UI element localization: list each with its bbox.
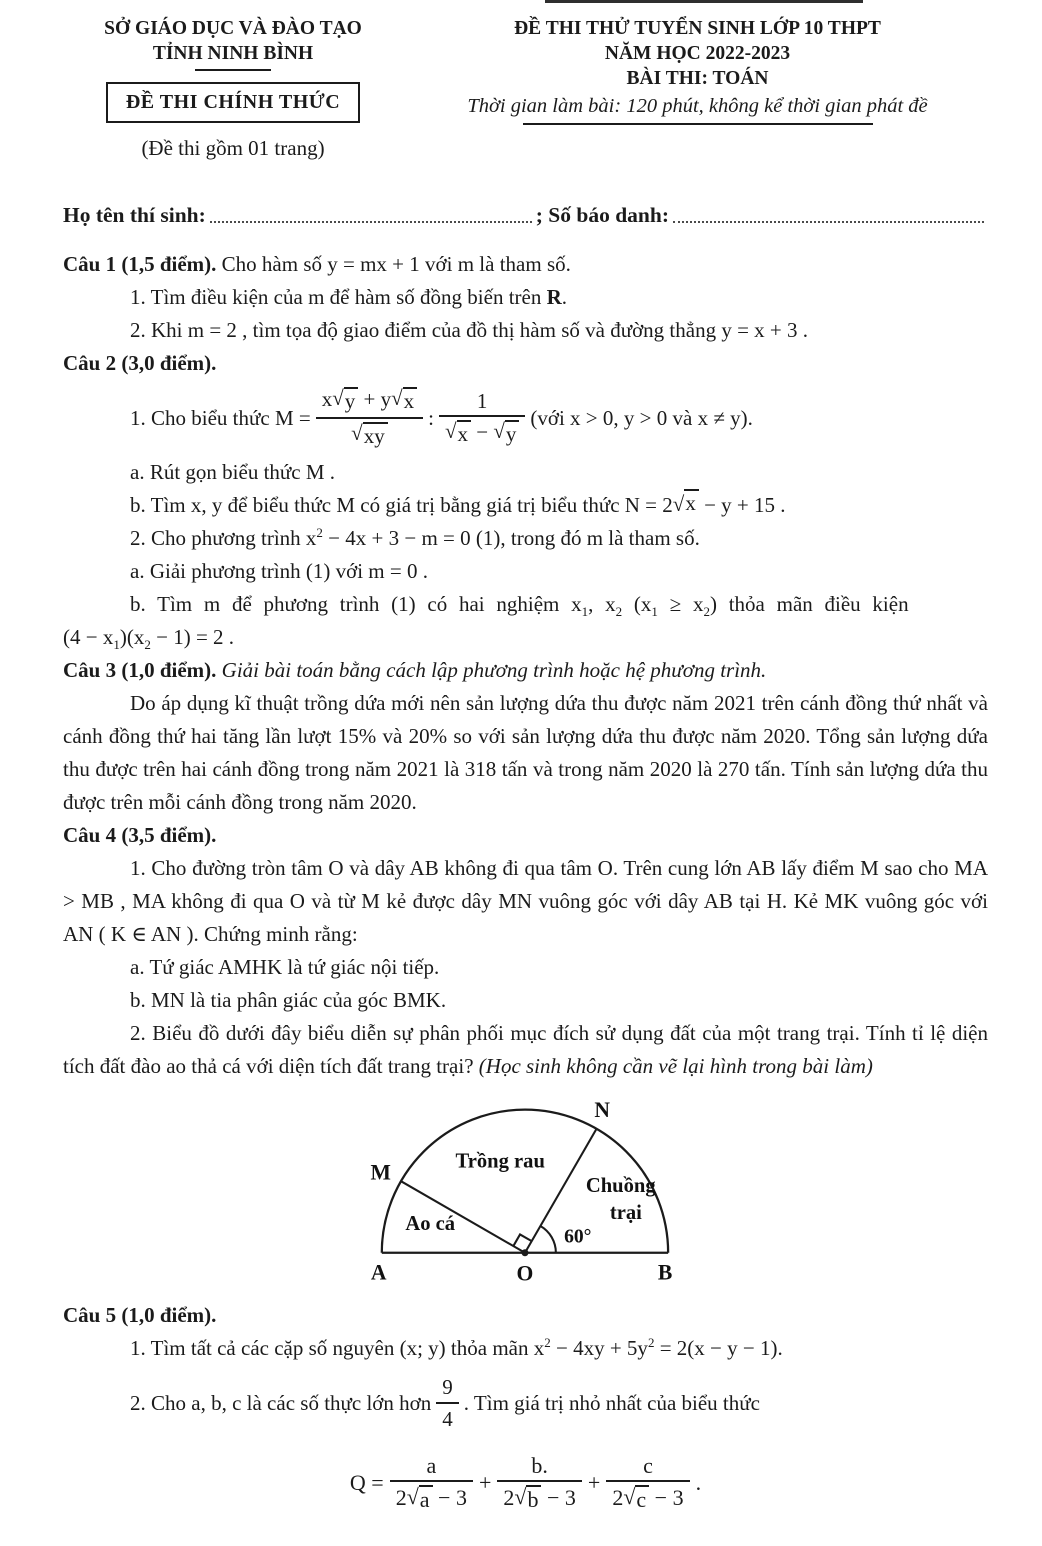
cau4-heading: Câu 4 (3,5 điểm). (63, 823, 217, 847)
angle-60-label: 60° (563, 1226, 592, 1248)
subject-line: BÀI THI: TOÁN (626, 68, 769, 89)
cau1-item1: 1. Tìm điều kiện của m để hàm số đồng biến trên R. (130, 285, 568, 309)
page-count-note: (Đề thi gồm 01 trang) (141, 136, 325, 160)
region-label-trong-rau: Trồng rau (455, 1150, 545, 1173)
radical-icon: √ (672, 492, 685, 516)
cau3-problem: Do áp dụng kĩ thuật trồng dứa mới nên sản lượng dứa thu được năm 2021 trên cánh đồng thứ nhất và cánh đồng thứ hai tăng lần lượt 15% và 20% so với sản lượng dứa thu được năm 2020. Tổng sản lượng dứa thu được trên hai cánh đồng trong năm 2021 là 318 tấn và trong năm 2020 là 270 tấn. Tính sản lượng dứa thu được trên mỗi cánh đồng trong năm 2020. (63, 691, 988, 814)
candidate-line (63, 195, 988, 228)
cau2-heading: Câu 2 (3,0 điểm). (63, 351, 217, 375)
radical-icon: √ (493, 418, 505, 443)
document-body-top (63, 248, 988, 1083)
cau4-item1b: b. MN là tia phân giác của góc BMK. (130, 988, 447, 1012)
cau5-item1: 1. Tìm tất cả các cặp số nguyên (x; y) thỏa mãn $x^2 - 4xy + 5y^2 = 2(x - y - 1)$. (130, 1335, 783, 1360)
cau1-heading: Câu 1 (1,5 điểm). Cho hàm số y = mx + 1 với m là tham số. (63, 252, 571, 276)
exam-title: ĐỀ THI THỬ TUYỂN SINH LỚP 10 THPT (514, 18, 881, 39)
square-root: √ x (673, 489, 699, 522)
radical-icon: √ (623, 1483, 636, 1509)
vertex-label-a: A (370, 1260, 387, 1285)
square-root: √ a (407, 1485, 433, 1513)
fraction: $\frac{9}{4}$ (436, 1375, 459, 1430)
cau2-item2a: a. Giải phương trình (1) với m = 0 . (130, 559, 428, 583)
radical-icon: √ (351, 420, 363, 445)
square-root: √ xy (351, 422, 388, 449)
candidate-number-label: ; Số báo danh: (535, 203, 669, 227)
issuer-block (63, 16, 403, 161)
radical-icon: √ (444, 418, 457, 443)
radical-icon: √ (514, 1483, 527, 1509)
official-exam-box (106, 82, 360, 123)
region-label-trai: trại (609, 1201, 642, 1224)
fraction: x √ y + y √ x √ xy (316, 387, 423, 448)
vertex-label-b: B (657, 1260, 672, 1285)
cau5-heading: Câu 5 (1,0 điểm). (63, 1303, 217, 1327)
candidate-number-fill-line (673, 221, 984, 223)
land-use-diagram (366, 1089, 686, 1295)
radical-icon: √ (332, 386, 344, 411)
land-use-semicircle-svg (366, 1089, 686, 1295)
cau2-item2: 2. Cho phương trình $x^2 - 4x + 3 - m = 0$ (1), trong đó m là tham số. (130, 525, 700, 550)
vertex-label-m: M (370, 1160, 391, 1185)
scan-artifact-line (545, 0, 863, 3)
cau3-heading: Câu 3 (1,0 điểm). Giải bài toán bằng cách lập phương trình hoặc hệ phương trình. (63, 658, 767, 682)
cau2-item2b: b. Tìm m để phương trình (1) có hai nghiệm $x_1$, $x_2$ $(x_1 \ge x_2)$ thỏa mãn điều kiện (130, 592, 909, 620)
candidate-name-fill-line (210, 221, 532, 223)
square-root: √ x (445, 420, 471, 447)
cau4-item1: 1. Cho đường tròn tâm O và dây AB không đi qua tâm O. Trên cung lớn AB lấy điểm M sao cho MA > MB , MA không đi qua O và từ M kẻ được dây MN vuông góc với dây AB tại H. Kẻ MK vuông góc với AN ( K ∈ AN ). Chứng minh rằng: (63, 856, 988, 946)
square-root: √ y (493, 420, 519, 447)
center-point-o (521, 1249, 528, 1256)
region-label-ao-ca: Ao cá (404, 1213, 455, 1236)
radical-icon: √ (391, 386, 403, 411)
cau5-q-expression: Q = a 2 √ a − 3 + b. 2 √ b − 3 + c 2 √ c − 3 . (349, 1452, 702, 1512)
square-root: √ x (391, 387, 417, 414)
issuer-line2: TỈNH NINH BÌNH (152, 43, 314, 64)
duration-underline-rule (523, 123, 873, 125)
radical-icon: √ (406, 1483, 419, 1509)
official-exam-label: ĐỀ THI CHÍNH THỨC (125, 91, 341, 113)
cau5-item2: 2. Cho a, b, c là các số thực lớn hơn $\frac{9}{4}$ . Tìm giá trị nhỏ nhất của biểu thức (130, 1375, 760, 1431)
cau2-item1-expression: 1. Cho biểu thức M = x √ y + y √ x √ xy : 1 √ x − √ y (với x > 0, y > 0 và x ≠ y). (130, 386, 753, 448)
document-body-bottom (63, 1299, 988, 1523)
header (63, 16, 988, 161)
fraction: b. 2 √ b − 3 (497, 1453, 582, 1514)
square-root: √ y (332, 387, 358, 414)
angle-60-arc (540, 1226, 555, 1253)
region-label-chuong: Chuồng (585, 1175, 656, 1197)
cau4-item1a: a. Tứ giác AMHK là tứ giác nội tiếp. (130, 955, 440, 979)
cau2-item2b-condition: $(4 - x_1)(x_2 - 1) = 2$ . (63, 625, 235, 653)
fraction: c 2 √ c − 3 (606, 1453, 689, 1514)
exam-title-block (403, 16, 988, 125)
vertex-label-o: O (516, 1261, 533, 1286)
school-year: NĂM HỌC 2022-2023 (604, 43, 791, 64)
cau2-item1a: a. Rút gọn biểu thức M . (130, 460, 336, 484)
issuer-underline-rule (195, 69, 271, 71)
fraction: 1 √ x − √ y (439, 389, 525, 447)
cau4-item2: 2. Biểu đồ dưới đây biểu diễn sự phân phối mục đích sử dụng đất của một trang trại. Tính tỉ lệ diện tích đất đào ao thả cá với diện tích đất trang trại? (Học sinh không cần vẽ lại hình trong bài làm) (63, 1021, 988, 1078)
candidate-name-label: Họ tên thí sinh: (63, 203, 206, 227)
cau2-item1b: b. Tìm x, y để biểu thức M có giá trị bằng giá trị biểu thức N = 2 √ x − y + 15 . (63, 489, 988, 522)
issuer-line1: SỞ GIÁO DỤC VÀ ĐÀO TẠO (104, 18, 362, 39)
duration-line: Thời gian làm bài: 120 phút, không kể thời gian phát đề (467, 95, 928, 117)
fraction: a 2 √ a − 3 (390, 1453, 473, 1514)
square-root: √ b (514, 1485, 541, 1513)
cau1-item2: 2. Khi m = 2 , tìm tọa độ giao điểm của đồ thị hàm số và đường thẳng y = x + 3 . (130, 318, 809, 342)
square-root: √ c (623, 1485, 649, 1513)
vertex-label-n: N (593, 1097, 610, 1122)
